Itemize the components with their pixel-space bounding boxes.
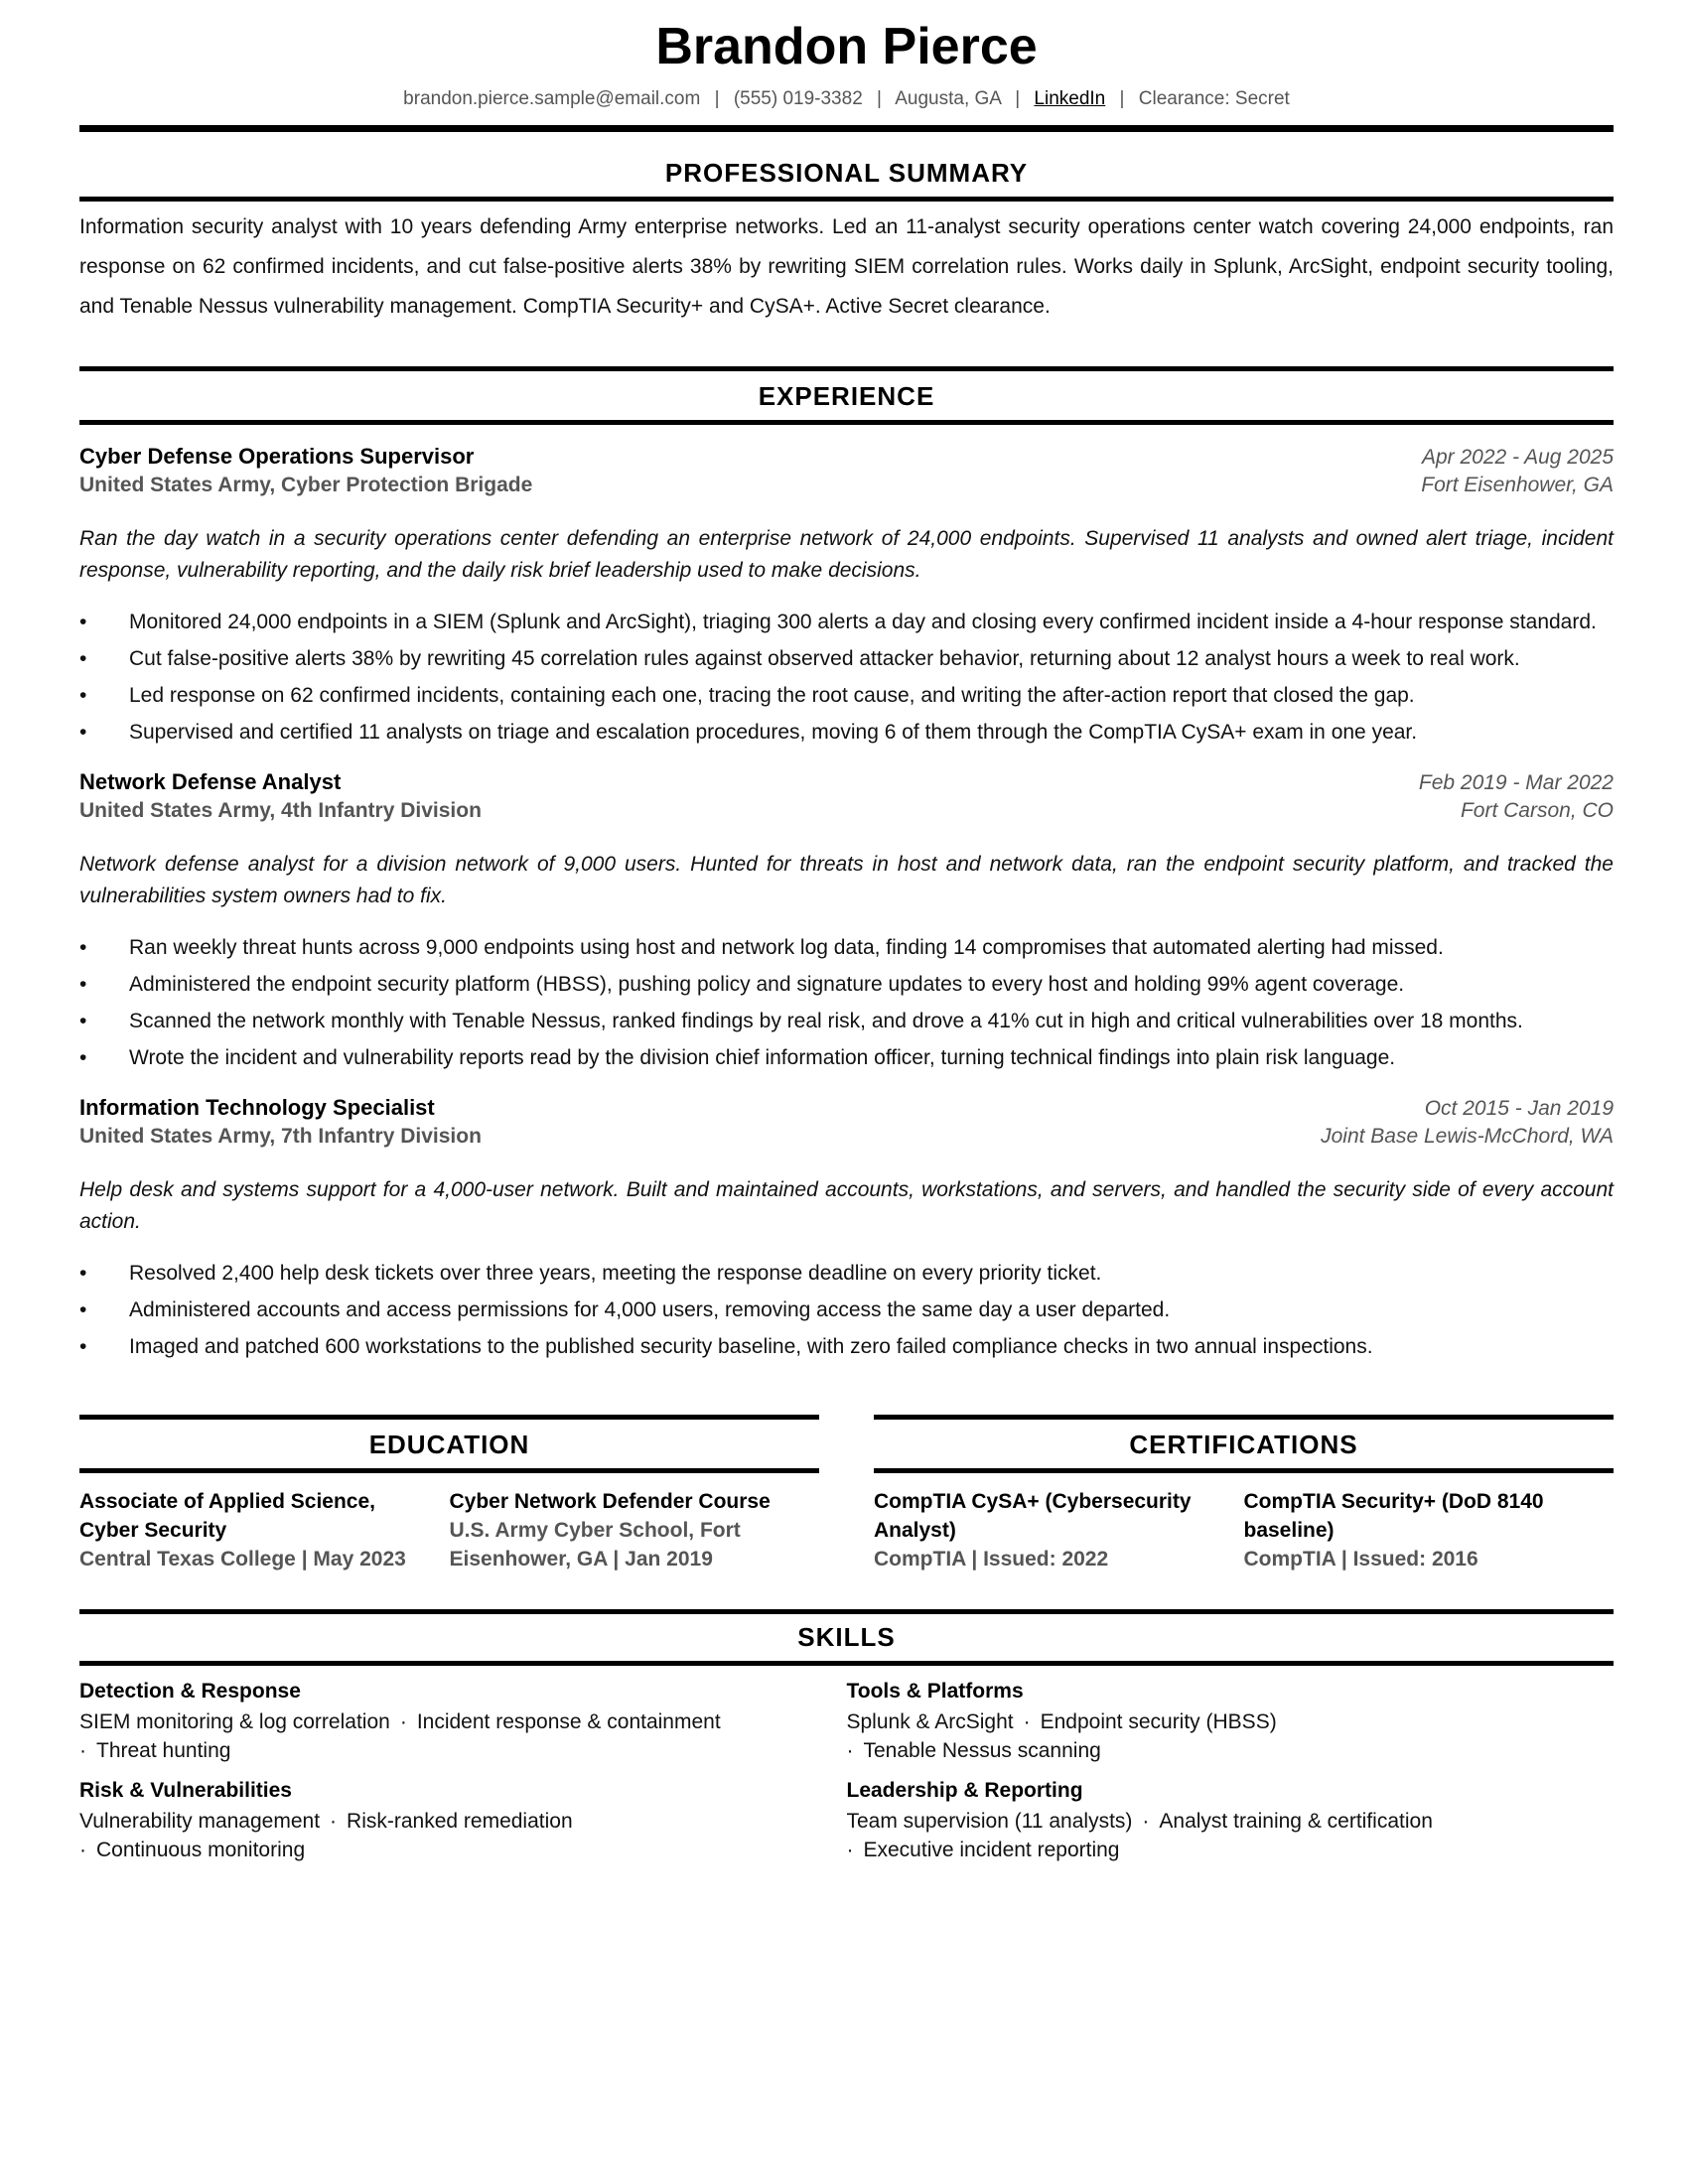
bullet-glyph: • bbox=[79, 973, 87, 996]
summary-heading: PROFESSIONAL SUMMARY bbox=[664, 158, 1029, 188]
job-title: Cyber Defense Operations Supervisor bbox=[79, 444, 475, 469]
certifications-heading: CERTIFICATIONS bbox=[1129, 1430, 1358, 1459]
skill-category: Tools & Platforms bbox=[846, 1680, 1024, 1703]
skill-category: Detection & Response bbox=[79, 1680, 301, 1703]
job-description: Ran the day watch in a security operations center defending an enterprise network of 24,000 endpoints. Supervised 11 analysts and owned alert triage, incident response, vulnerability reporting, and the daily risk brief leadership used to make decisions. bbox=[79, 527, 1614, 582]
contact-separator: | bbox=[1119, 88, 1125, 109]
job-entry bbox=[79, 768, 1614, 1072]
job-location: Joint Base Lewis-McChord, WA bbox=[1321, 1125, 1614, 1148]
skill-list: SIEM monitoring & log correlation · Incident response & containment · Threat hunting bbox=[79, 1710, 721, 1762]
bullet-glyph: • bbox=[79, 684, 87, 707]
bullet-item: • Monitored 24,000 endpoints in a SIEM (Splunk and ArcSight), triaging 300 alerts a day and closing every confirmed incident inside a 4-hour response standard. bbox=[79, 609, 1614, 636]
certification-item bbox=[874, 1487, 1244, 1573]
bullet-item: • Wrote the incident and vulnerability reports read by the division chief information officer, turning technical findings into plain risk language. bbox=[79, 1044, 1614, 1072]
certification-issuer: CompTIA | Issued: 2022 bbox=[874, 1548, 1109, 1570]
contact-clearance: Clearance: Secret bbox=[1138, 88, 1290, 109]
degree-title: Cyber Network Defender Course bbox=[449, 1490, 771, 1513]
resume-page bbox=[79, 0, 1614, 1864]
contact-line bbox=[79, 87, 1614, 111]
candidate-name: Brandon Pierce bbox=[655, 18, 1038, 75]
education-section bbox=[79, 1415, 819, 1573]
education-item bbox=[79, 1487, 450, 1573]
summary-text: Information security analyst with 10 years defending Army enterprise networks. Led an 11-analyst security operations center watch covering 24,000 endpoints, ran response on 62 confirmed incidents, and cut false-positive alerts 38% by rewriting SIEM correlation rules. Works daily in Splunk, ArcSight, endpoint security tooling, and Tenable Nessus vulnerability management. CompTIA Security+ and CySA+. Active Secret clearance. bbox=[79, 215, 1614, 318]
job-bullets bbox=[79, 934, 1614, 1072]
bullet-item: • Administered accounts and access permissions for 4,000 users, removing access the same day a user departed. bbox=[79, 1297, 1614, 1324]
bullet-glyph: • bbox=[79, 721, 87, 744]
bullet-item: • Imaged and patched 600 workstations to the published security baseline, with zero failed compliance checks in two annual inspections. bbox=[79, 1333, 1614, 1361]
bullet-glyph: • bbox=[79, 611, 87, 633]
bullet-glyph: • bbox=[79, 1046, 87, 1069]
job-entry bbox=[79, 1094, 1614, 1361]
skill-list: Vulnerability management · Risk-ranked remediation · Continuous monitoring bbox=[79, 1810, 573, 1861]
job-entry bbox=[79, 443, 1614, 747]
header-divider bbox=[79, 125, 1614, 132]
contact-separator: | bbox=[1015, 88, 1021, 109]
bullet-glyph: • bbox=[79, 936, 87, 959]
contact-phone: (555) 019-3382 bbox=[733, 88, 863, 109]
bullet-item: • Administered the endpoint security platform (HBSS), pushing policy and signature updates to every host and holding 99% agent coverage. bbox=[79, 971, 1614, 999]
job-title: Information Technology Specialist bbox=[79, 1095, 435, 1120]
skill-list: Splunk & ArcSight · Endpoint security (HBSS) · Tenable Nessus scanning bbox=[846, 1710, 1277, 1762]
education-item bbox=[450, 1487, 820, 1573]
job-description: Help desk and systems support for a 4,000-user network. Built and maintained accounts, workstations, and servers, and handled the security side of every account action. bbox=[79, 1178, 1614, 1233]
linkedin-link[interactable]: LinkedIn bbox=[1034, 88, 1106, 109]
job-title: Network Defense Analyst bbox=[79, 769, 342, 794]
contact-separator: | bbox=[877, 88, 882, 109]
job-organization: United States Army, 7th Infantry Division bbox=[79, 1125, 482, 1148]
contact-separator: | bbox=[714, 88, 720, 109]
bullet-item: • Resolved 2,400 help desk tickets over three years, meeting the response deadline on every priority ticket. bbox=[79, 1260, 1614, 1288]
education-heading: EDUCATION bbox=[368, 1430, 530, 1459]
section-divider bbox=[874, 1415, 1614, 1420]
skills-heading: SKILLS bbox=[797, 1622, 896, 1652]
certification-title: CompTIA CySA+ (Cybersecurity Analyst) bbox=[874, 1490, 1192, 1542]
job-location: Fort Carson, CO bbox=[1460, 799, 1614, 822]
contact-location: Augusta, GA bbox=[895, 88, 1001, 109]
bullet-glyph: • bbox=[79, 1335, 87, 1358]
contact-email[interactable]: brandon.pierce.sample@email.com bbox=[403, 88, 701, 109]
section-divider bbox=[79, 1415, 819, 1420]
bullet-item: • Ran weekly threat hunts across 9,000 endpoints using host and network log data, finding 14 compromises that automated alerting had missed. bbox=[79, 934, 1614, 962]
skills-column bbox=[847, 1666, 1615, 1864]
bullet-glyph: • bbox=[79, 647, 87, 670]
bullet-item: • Supervised and certified 11 analysts on triage and escalation procedures, moving 6 of them through the CompTIA CySA+ exam in one year. bbox=[79, 719, 1614, 747]
degree-school: Central Texas College | May 2023 bbox=[79, 1548, 406, 1570]
certification-issuer: CompTIA | Issued: 2016 bbox=[1243, 1548, 1478, 1570]
bullet-item: • Led response on 62 confirmed incidents, containing each one, tracing the root cause, and writing the after-action report that closed the gap. bbox=[79, 682, 1614, 710]
experience-heading: EXPERIENCE bbox=[758, 381, 935, 411]
job-dates: Feb 2019 - Mar 2022 bbox=[1418, 771, 1614, 794]
bullet-glyph: • bbox=[79, 1262, 87, 1285]
skills-column bbox=[79, 1666, 847, 1864]
section-divider bbox=[79, 1468, 819, 1473]
job-dates: Apr 2022 - Aug 2025 bbox=[1421, 446, 1614, 469]
bullet-item: • Cut false-positive alerts 38% by rewriting 45 correlation rules against observed attacker behavior, returning about 12 analyst hours a week to real work. bbox=[79, 645, 1614, 673]
bullet-glyph: • bbox=[79, 1010, 87, 1032]
bullet-item: • Scanned the network monthly with Tenable Nessus, ranked findings by real risk, and drove a 41% cut in high and critical vulnerabilities over 18 months. bbox=[79, 1008, 1614, 1035]
section-divider bbox=[79, 197, 1614, 202]
section-divider bbox=[79, 420, 1614, 425]
job-dates: Oct 2015 - Jan 2019 bbox=[1424, 1097, 1614, 1120]
section-divider bbox=[79, 1609, 1614, 1614]
section-divider bbox=[874, 1468, 1614, 1473]
skill-list: Team supervision (11 analysts) · Analyst training & certification · Executive incident reporting bbox=[846, 1810, 1433, 1861]
certifications-section bbox=[874, 1415, 1614, 1573]
job-location: Fort Eisenhower, GA bbox=[1421, 474, 1614, 496]
skills-grid bbox=[79, 1666, 1614, 1864]
job-bullets bbox=[79, 1260, 1614, 1361]
certification-title: CompTIA Security+ (DoD 8140 baseline) bbox=[1243, 1490, 1544, 1542]
job-organization: United States Army, 4th Infantry Division bbox=[79, 799, 482, 822]
skill-category: Risk & Vulnerabilities bbox=[79, 1779, 292, 1802]
job-bullets bbox=[79, 609, 1614, 747]
education-certifications-row bbox=[79, 1415, 1614, 1573]
degree-school: U.S. Army Cyber School, Fort Eisenhower, GA | Jan 2019 bbox=[449, 1519, 741, 1570]
section-divider bbox=[79, 366, 1614, 371]
bullet-glyph: • bbox=[79, 1298, 87, 1321]
job-organization: United States Army, Cyber Protection Brigade bbox=[79, 474, 533, 496]
job-description: Network defense analyst for a division network of 9,000 users. Hunted for threats in host and network data, ran the endpoint security platform, and tracked the vulnerabilities system owners had to fix. bbox=[79, 853, 1614, 907]
skill-category: Leadership & Reporting bbox=[846, 1779, 1083, 1802]
degree-title: Associate of Applied Science, Cyber Security bbox=[79, 1490, 375, 1542]
certification-item bbox=[1244, 1487, 1615, 1573]
